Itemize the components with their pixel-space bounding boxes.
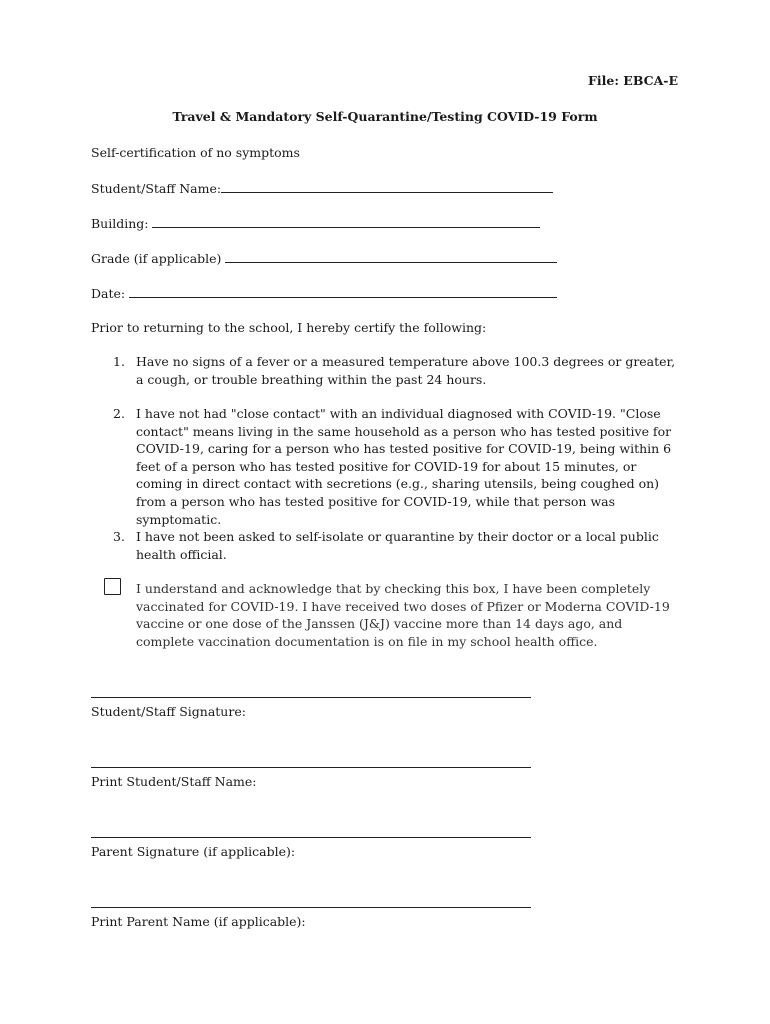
file-id: File: EBCA-E	[588, 73, 678, 88]
date-field-input[interactable]	[129, 285, 557, 298]
print-student-name-line[interactable]	[91, 767, 531, 768]
building-field-row	[91, 215, 540, 231]
list-item-number: 2.	[113, 406, 125, 421]
name-field-label: Student/Staff Name:	[91, 181, 222, 196]
building-field-input[interactable]	[152, 215, 540, 228]
building-field-label: Building:	[91, 216, 153, 231]
acknowledgement-text: I understand and acknowledge that by checking this box, I have been completely vaccinated for COVID-19. I have received two doses of Pfizer or Moderna COVID-19 vaccine or one dose of the Janssen (J&J) vaccine more than 14 days ago, and complete vaccination documentation is on file in my school health office.	[136, 581, 670, 649]
date-field-row	[91, 285, 557, 301]
list-item: I have not had "close contact" with an individual diagnosed with COVID-19. "Close contact" means living in the same household as a person who has tested positive for COVID-19, caring for a person who has tested positive for COVID-19, being within 6 feet of a person who has tested positive for COVID-19 for about 15 minutes, or coming in direct contact with secretions (e.g., sharing utensils, being coughed on) from a person who has tested positive for COVID-19, while that person was symptomatic.	[136, 406, 672, 527]
student-signature-label: Student/Staff Signature:	[91, 704, 246, 719]
list-item: I have not been asked to self-isolate or quarantine by their doctor or a local public health official.	[136, 529, 659, 562]
print-student-name-label: Print Student/Staff Name:	[91, 774, 257, 789]
name-field-input[interactable]	[221, 180, 553, 193]
grade-field-input[interactable]	[225, 250, 557, 263]
print-parent-name-label: Print Parent Name (if applicable):	[91, 914, 306, 929]
grade-field-row	[91, 250, 557, 266]
parent-signature-label: Parent Signature (if applicable):	[91, 844, 296, 859]
parent-signature-line[interactable]	[91, 837, 531, 838]
student-signature-line[interactable]	[91, 697, 531, 698]
print-parent-name-line[interactable]	[91, 907, 531, 908]
form-title: Travel & Mandatory Self-Quarantine/Testing COVID-19 Form	[172, 109, 598, 124]
list-item-number: 1.	[113, 354, 125, 369]
grade-field-label: Grade (if applicable)	[91, 251, 226, 266]
certify-intro: Prior to returning to the school, I hereby certify the following:	[91, 320, 487, 335]
vaccination-checkbox[interactable]	[104, 578, 121, 595]
date-field-label: Date:	[91, 286, 130, 301]
subtitle: Self-certification of no symptoms	[91, 145, 300, 160]
list-item-number: 3.	[113, 529, 125, 544]
name-field-row	[91, 180, 553, 196]
list-item: Have no signs of a fever or a measured temperature above 100.3 degrees or greater, a cough, or trouble breathing within the past 24 hours.	[136, 354, 676, 387]
